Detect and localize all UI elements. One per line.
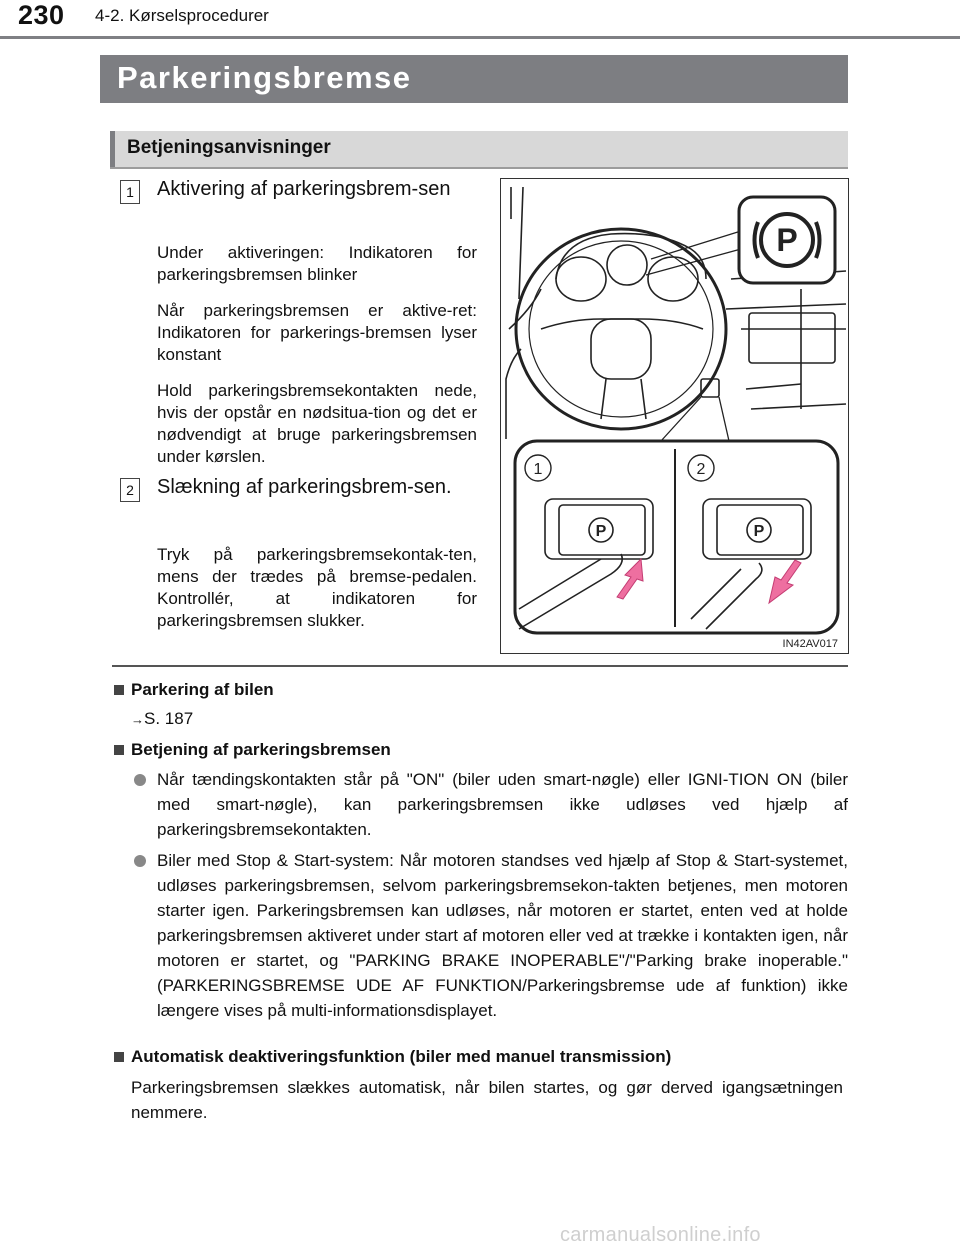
subheading-bar (110, 131, 848, 169)
note-bullet-2: Biler med Stop & Start-system: Når motoren standses ved hjælp af Stop & Start-systemet, udløses parkeringsbremsen, selvom parkeringsbremsekon-takten betjenes, men motoren starter igen. Parkeringsbremsen kan udløses, når motoren er startet, enten ved at holde parkeringsbremsen aktiveret under start af motoren eller ved at trække i kontakten igen, når motoren er startet, og "PARKING BRAKE INOPERABLE"/"Parking brake inoperable." (PARKERINGSBREMSE UDE AF FUNKTION/Parkeringsbremse ude af funktion) ikke længere vises på multi-informationsdisplayet. (157, 851, 848, 1020)
step-1-number: 1 (120, 180, 140, 204)
title-band (100, 55, 848, 103)
note-auto-release-text: Parkeringsbremsen slækkes automatisk, når bilen startes, og gør derved igangsætningen nemmere. (131, 1078, 843, 1122)
subheading-accent (110, 131, 115, 167)
step-1-text-1: Under aktiveringen: Indikatoren for parkeringsbremsen blinker (157, 243, 477, 284)
callout-2: 2 (696, 461, 706, 478)
step-1-title: Aktivering af parkeringsbrem-sen (157, 178, 451, 200)
page-reference[interactable] (131, 709, 193, 729)
figure-code: IN42AV017 (782, 638, 838, 650)
square-bullet-icon (114, 685, 124, 695)
step-2-title: Slækning af parkeringsbrem-sen. (157, 476, 452, 498)
switch-right-letter: P (753, 523, 765, 540)
reference-text: S. 187 (144, 709, 194, 728)
reference-arrow-icon: → (131, 712, 144, 727)
note-heading-parking: Parkering af bilen (131, 680, 274, 699)
square-bullet-icon (114, 1052, 124, 1062)
note-heading-auto-release: Automatisk deaktiveringsfunktion (biler med manuel transmission) (131, 1047, 672, 1066)
round-bullet-icon (134, 855, 146, 867)
step-2-text-1: Tryk på parkeringsbremsekontak-ten, mens der trædes på bremse-pedalen. Kontrollér, at indikatoren for parkeringsbremsen slukker. (157, 545, 477, 630)
note-heading-operation: Betjening af parkeringsbremsen (131, 740, 391, 759)
round-bullet-icon (134, 774, 146, 786)
dashboard-illustration (501, 179, 848, 653)
page-number: 230 (18, 0, 65, 30)
header-rule (0, 36, 960, 39)
switch-left-letter: P (595, 523, 607, 540)
callout-1: 1 (533, 461, 543, 478)
indicator-letter: P (776, 222, 798, 258)
section-title: 4-2. Kørselsprocedurer (95, 6, 269, 25)
subheading-title: Betjeningsanvisninger (127, 137, 331, 158)
section-divider (112, 665, 848, 667)
step-1-text-2: Når parkeringsbremsen er aktive-ret: Indikatoren for parkerings-bremsen lyser konstant (157, 301, 477, 364)
square-bullet-icon (114, 745, 124, 755)
page-title: Parkeringsbremse (117, 60, 412, 95)
footer-watermark: carmanualsonline.info (560, 1224, 761, 1246)
step-2-number: 2 (120, 478, 140, 502)
note-bullet-1: Når tændingskontakten står på "ON" (biler uden smart-nøgle) eller IGNI-TION ON (biler med smart-nøgle), kan parkeringsbremsen ikke udløses ved hjælp af parkeringsbremsekontakten. (157, 770, 848, 839)
step-1-text-3: Hold parkeringsbremsekontakten nede, hvis der opstår en nødsitua-tion og det er nødvendigt at bruge parkeringsbremsen under kørslen. (157, 381, 477, 466)
parking-brake-figure (500, 178, 849, 654)
